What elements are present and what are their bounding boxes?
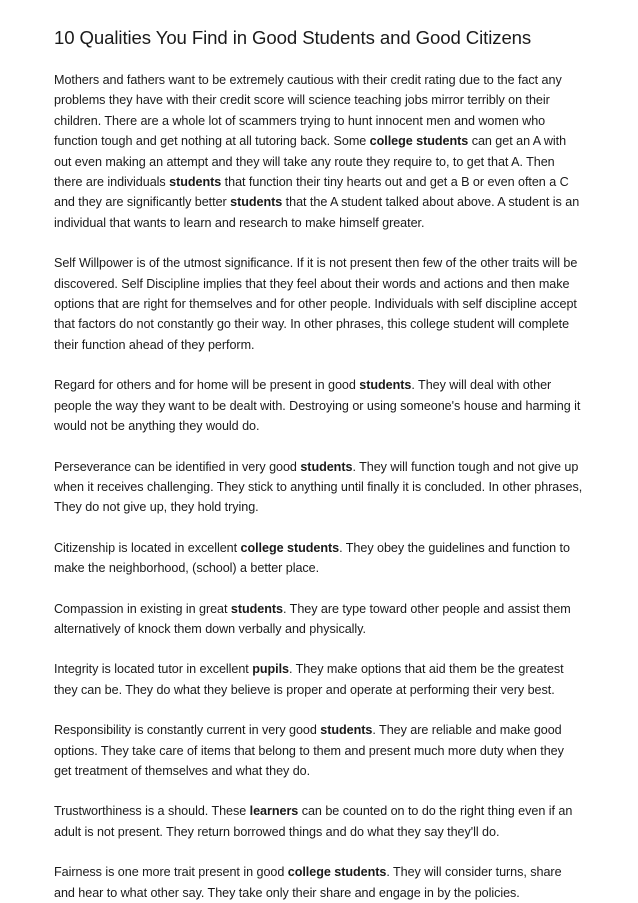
paragraph <box>54 801 584 842</box>
paragraph-text: that function their tiny hearts out and get a B or even often a C and they are significantly better <box>54 175 569 210</box>
paragraph-text: Regard for others and for home will be present in good <box>54 378 360 393</box>
paragraph <box>54 862 584 903</box>
paragraph <box>54 599 584 640</box>
keyword-link-text: students <box>359 378 412 393</box>
paragraph <box>54 253 584 355</box>
paragraph-text: can get an A with out even making an attempt and they will take any route they require to, to get that A. Then there are individuals <box>54 134 567 190</box>
paragraph-text: Perseverance can be identified in very good <box>54 459 301 474</box>
paragraph <box>54 720 584 781</box>
keyword-link-text: students <box>169 175 222 190</box>
paragraph-text: Trustworthiness is a should. These <box>54 804 250 819</box>
paragraph-text: Compassion in existing in great <box>54 601 231 616</box>
paragraph-text: Integrity is located tutor in excellent <box>54 662 253 677</box>
paragraph <box>54 70 584 233</box>
paragraph-text: . They obey the guidelines and function to make the neighborhood, (school) a better place. <box>54 540 570 576</box>
paragraph <box>54 659 584 700</box>
paragraph-text: Fairness is one more trait present in good <box>54 865 288 880</box>
document-body <box>54 70 584 903</box>
paragraph-text: . They are type toward other people and assist them alternatively of knock them down verbally and physically. <box>54 601 571 636</box>
paragraph-text: Responsibility is constantly current in very good <box>54 723 321 738</box>
keyword-link-text: students <box>300 459 353 474</box>
paragraph-text: . They will deal with other people the way they want to be dealt with. Destroying or using someone's house and harming it would not be anything they would do. <box>54 378 581 434</box>
paragraph-text: . They are reliable and make good options. They take care of items that belong to them and present much more duty when they get treatment of themselves and what they do. <box>54 723 564 778</box>
keyword-link-text: college students <box>287 865 387 880</box>
keyword-link-text: college students <box>240 540 340 555</box>
paragraph-text: . They will function tough and not give up when it receives challenging. They stick to anything until finally it is concluded. In other phrases, They do not give up, they hold trying. <box>54 459 583 515</box>
paragraph <box>54 538 584 579</box>
paragraph-text: can be counted on to do the right thing even if an adult is not present. They return borrowed things and do what they say they'll do. <box>54 804 573 839</box>
paragraph-text: that the A student talked about above. A student is an individual that wants to learn and research to make himself greater. <box>54 195 580 230</box>
page-title: 10 Qualities You Find in Good Students and Good Citizens <box>54 27 532 48</box>
paragraph <box>54 457 584 518</box>
paragraph-text: Citizenship is located in excellent <box>54 540 241 555</box>
keyword-link-text: students <box>320 723 373 738</box>
keyword-link-text: learners <box>249 804 299 819</box>
keyword-link-text: pupils <box>252 662 289 677</box>
keyword-link-text: students <box>230 195 283 210</box>
paragraph <box>54 375 584 436</box>
paragraph-text: Self Willpower is of the utmost significance. If it is not present then few of the other traits will be discovered. Self Discipline implies that they feel about their words and actions and then make options that are right for themselves and for other people. Individuals with self discipline accept that factors do not constantly go their way. In other phrases, this college student will complete their function ahead of they perform. <box>54 256 578 352</box>
keyword-link-text: students <box>230 601 283 616</box>
paragraph-text: Mothers and fathers want to be extremely cautious with their credit rating due to the fact any problems they have with their credit score will science teaching jobs mirror terribly on their children. There are a whole lot of scammers trying to hunt innocent men and women who function tough and get nothing at all tutoring back. Some <box>54 73 562 149</box>
paragraph-text: . They make options that aid them be the greatest they can be. They do what they believe is proper and operate at performing their very best. <box>54 662 564 697</box>
paragraph-text: . They will consider turns, share and hear to what other say. They take only their share and engage in by the policies. <box>54 865 562 900</box>
keyword-link-text: college students <box>369 134 469 149</box>
